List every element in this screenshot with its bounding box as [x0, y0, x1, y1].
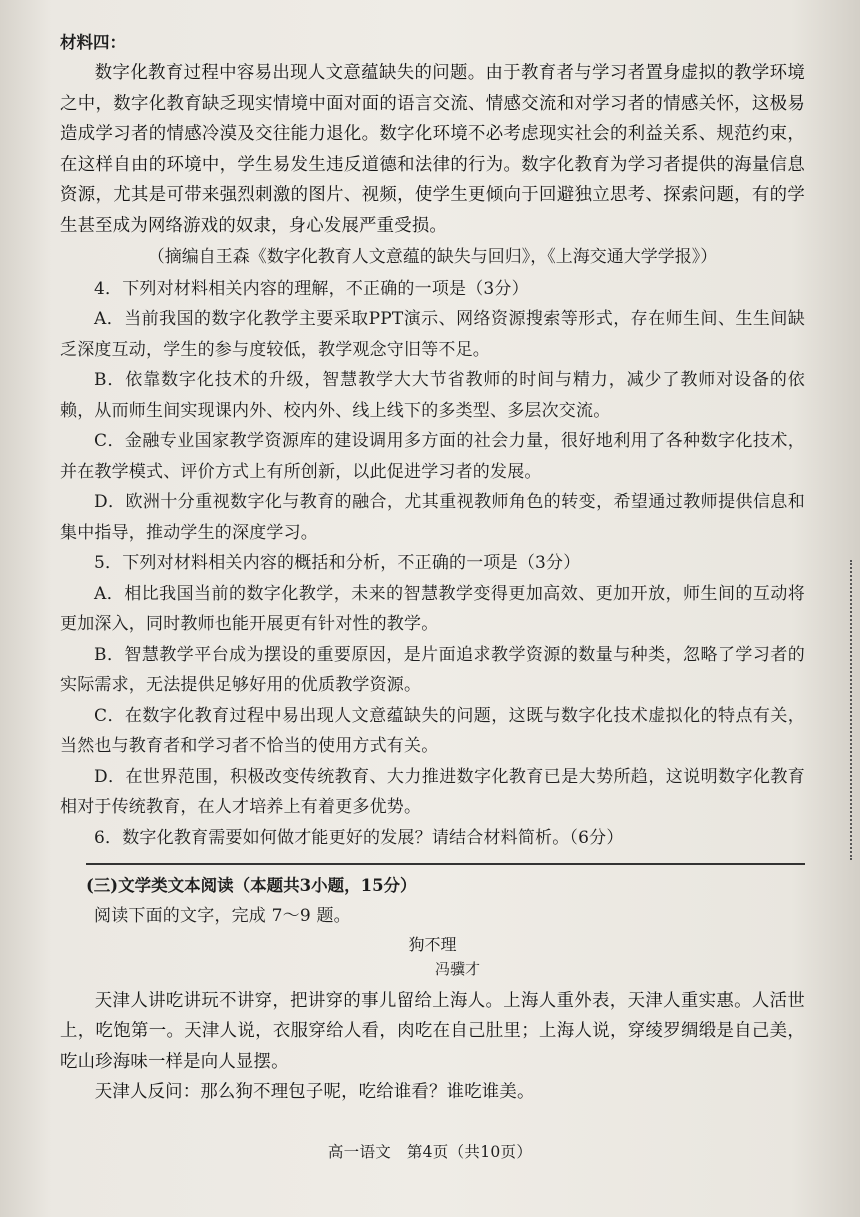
page-footer: 高一语文 第4页（共10页） — [327, 1143, 533, 1161]
question-4 — [60, 274, 805, 549]
q4-option-a: A．当前我国的数字化教学主要采取PPT演示、网络资源搜索等形式，存在师生间、生生间缺乏深度互动，学生的参与度较低，教学观念守旧等不足。 — [60, 309, 805, 360]
story-title: 狗不理 — [408, 934, 457, 954]
story-paragraph-2: 天津人反问：那么狗不理包子呢，吃给谁看？谁吃谁美。 — [94, 1082, 535, 1103]
q5-stem: 5．下列对材料相关内容的概括和分析，不正确的一项是（3分） — [94, 553, 581, 574]
material4-body: 数字化教育过程中容易出现人文意蕴缺失的问题。由于教育者与学习者置身虚拟的教学环境之中，数字化教育缺乏现实情境中面对面的语言交流、情感交流和对学习者的情感关怀，这极易造成学习者的情感冷漠及交往能力退化。数字化环境不必考虑现实社会的利益关系、规范约束，在这样自由的环境中，学生易发生违反道德和法律的行为。数字化教育为学习者提供的海量信息资源，尤其是可带来强烈刺激的图片、视频，使学生更倾向于回避独立思考、探索问题，有的学生甚至成为网络游戏的奴隶，身心发展严重受损。 — [60, 63, 805, 236]
material4-heading: 材料四： — [60, 33, 126, 52]
story-author: 冯骥才 — [434, 959, 480, 978]
q4-stem: 4．下列对材料相关内容的理解，不正确的一项是（3分） — [94, 278, 529, 299]
section3-title: (三)文学类文本阅读（本题共3小题，15分） — [86, 876, 417, 896]
q4-option-b: B．依靠数字化技术的升级，智慧教学大大节省教师的时间与精力，减少了教师对设备的依赖，从而师生间实现课内外、校内外、线上线下的多类型、多层次交流。 — [60, 370, 805, 421]
question-5 — [60, 548, 805, 823]
q4-option-c: C．金融专业国家教学资源库的建设调用多方面的社会力量，很好地利用了各种数字化技术，并在教学模式、评价方式上有所创新，以此促进学习者的发展。 — [60, 431, 805, 482]
binding-edge-perforation — [850, 560, 860, 860]
q4-option-d: D．欧洲十分重视数字化与教育的融合，尤其重视教师角色的转变，希望通过教师提供信息和集中指导，推动学生的深度学习。 — [60, 492, 805, 543]
q5-option-d: D．在世界范围，积极改变传统教育、大力推进数字化教育已是大势所趋，这说明数字化教育相对于传统教育，在人才培养上有着更多优势。 — [60, 766, 805, 818]
section3-instruction: 阅读下面的文字，完成 7～9 题。 — [94, 906, 351, 927]
section-divider — [86, 863, 805, 865]
page-content — [60, 30, 805, 1108]
q5-option-a: A．相比我国当前的数字化教学，未来的智慧教学变得更加高效、更加开放，师生间的互动将更加深入，同时教师也能开展更有针对性的教学。 — [60, 583, 805, 635]
q5-option-b: B．智慧教学平台成为摆设的重要原因，是片面追求教学资源的数量与种类，忽略了学习者的实际需求，无法提供足够好用的优质教学资源。 — [60, 644, 805, 696]
q5-option-c: C．在数字化教育过程中易出现人文意蕴缺失的问题，这既与数字化技术虚拟化的特点有关，当然也与教育者和学习者不恰当的使用方式有关。 — [60, 705, 805, 757]
q6-stem: 6．数字化教育需要如何做才能更好的发展？请结合材料简析。（6分） — [94, 827, 624, 848]
story-paragraph-1: 天津人讲吃讲玩不讲穿，把讲穿的事儿留给上海人。上海人重外表，天津人重实惠。人活世上，吃饱第一。天津人说，衣服穿给人看，肉吃在自己肚里；上海人说，穿绫罗绸缎是自己美，吃山珍海味一样是向人显摆。 — [60, 990, 805, 1072]
material4-source: （摘编自王森《数字化教育人文意蕴的缺失与回归》，《上海交通大学学报》） — [147, 246, 718, 267]
